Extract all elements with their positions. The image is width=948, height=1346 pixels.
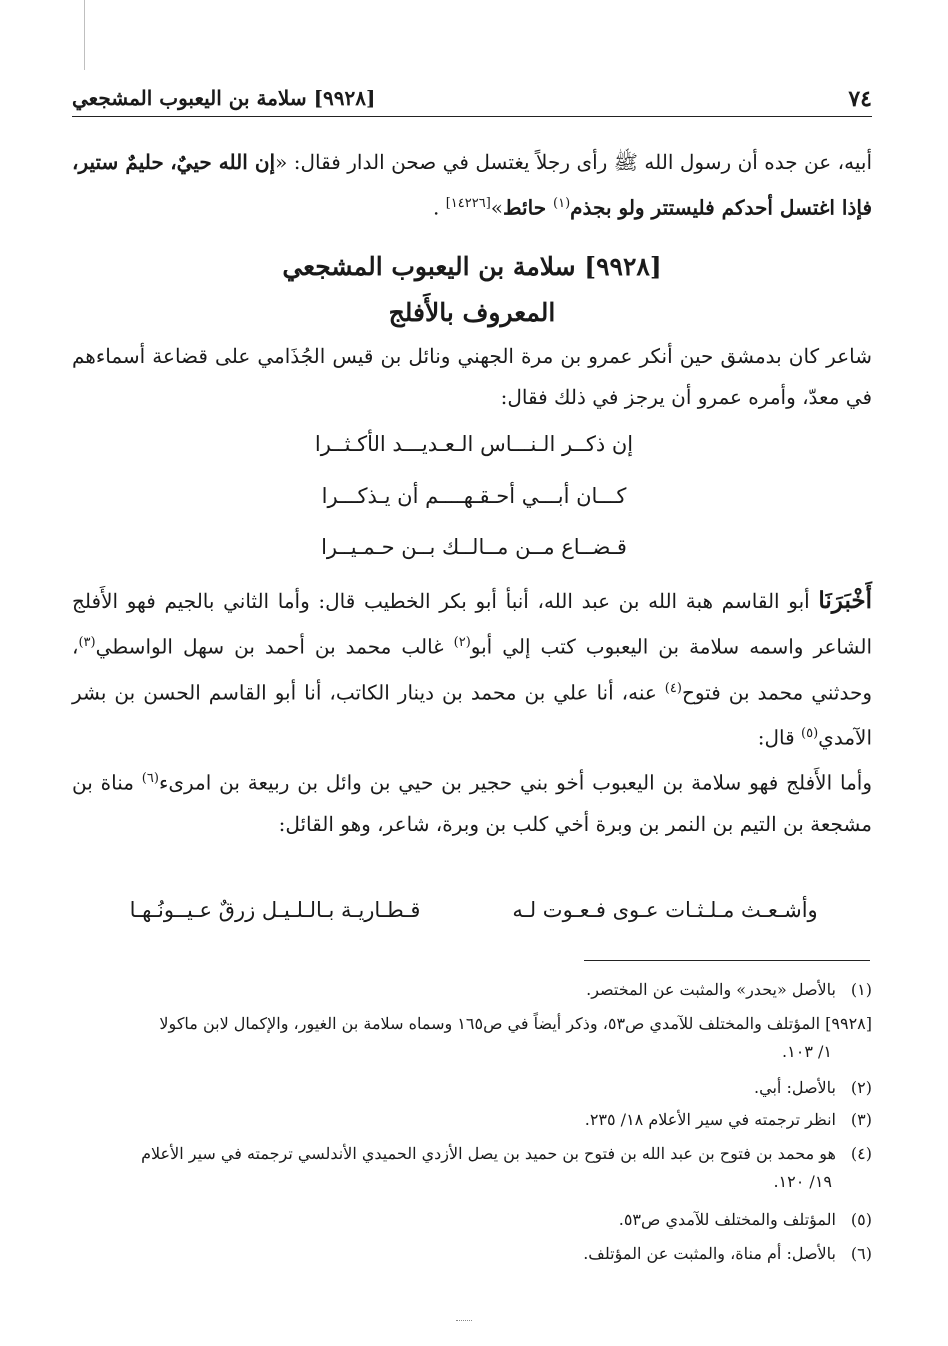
quote-close: » <box>490 195 504 220</box>
running-title: [٩٩٢٨] سلامة بن اليعبوب المشجعي <box>72 86 376 110</box>
hadith-ref-number: [١٤٢٢٦] <box>445 196 491 211</box>
footnote-number: (٦) <box>850 1244 872 1263</box>
hadith-text-b: حليمٌ ستير، فإذا اغتسل أحدكم فليستتر ولو بجذم <box>72 150 872 220</box>
verse-line-3: قـضــاع مــن مــالــك بــن حـمـيــرا <box>321 535 627 559</box>
footnote-separator <box>584 960 870 961</box>
para2-text-3: ، وحدثني محمد بن فتوح <box>72 634 872 705</box>
intro-paragraph <box>72 142 872 229</box>
footnote-5 <box>72 1206 872 1234</box>
para2-text-2: غالب محمد بن أحمد بن سهل الواسطي <box>95 634 454 659</box>
scan-mark <box>456 1320 472 1327</box>
footnote-2 <box>72 1074 872 1102</box>
footnote-number: (٥) <box>850 1210 872 1229</box>
footnote-3 <box>72 1106 872 1134</box>
footnote-text: هو محمد بن فتوح بن عبد الله بن فتوح بن حميد بن يصل الأزدي الحميدي الأندلسي ترجمته في سير الأعلام <box>141 1144 836 1163</box>
hadith-text-c: حائط <box>503 195 554 220</box>
footnote-continuation: ١/ ١٠٣. <box>782 1042 832 1061</box>
entry-title-line1: [٩٩٢٨] سلامة بن اليعبوب المشجعي <box>282 252 662 281</box>
footnote-ref-6[interactable]: (٦) <box>141 771 159 786</box>
hadith-text-a: إن الله حييٌ، <box>170 150 276 174</box>
footnote-continuation: ١٩/ ١٢٠. <box>773 1172 832 1191</box>
paragraph-3 <box>72 758 872 845</box>
footnote-6 <box>72 1240 872 1268</box>
footnote-1 <box>72 976 872 1004</box>
intro-period: . <box>433 195 440 220</box>
intro-text: أبيه، عن جده أن رسول الله ﷺ رأى رجلاً يغتسل في صحن الدار فقال: « <box>275 150 873 174</box>
footnote-text: انظر ترجمته في سير الأعلام ١٨/ ٢٣٥. <box>584 1110 836 1129</box>
footnote-text: بالأصل: أم مناة، والمثبت عن المؤتلف. <box>583 1244 836 1263</box>
para3-text-1: وأما الأَفلج فهو سلامة بن اليعبوب أخو بني حجير بن حيي بن وائل بن ربيعة بن امرىء <box>158 770 873 795</box>
verse-line-2: كـــان أبـــي أحـقـهــــم أن يـذكـــرا <box>321 484 627 508</box>
verse-hemistich-2: قـطـاريـة بـالـلـيـل زرقٌ عـيــونُـهـا <box>129 898 421 922</box>
footnote-ref-5[interactable]: (٥) <box>801 726 819 742</box>
footnote-text: المؤتلف والمختلف للآمدي ص٥٣، وذكر أيضاً في ص١٦٥ وسماه سلامة بن الغيور، والإكمال لابن ماكولا <box>159 1014 821 1033</box>
para2-text-4: عنه، أنا علي بن محمد بن دينار الكاتب، أنا أبو القاسم الحسن بن بشر الآمدي <box>72 680 872 750</box>
running-header <box>72 82 872 117</box>
footnote-number: (٢) <box>850 1078 872 1097</box>
final-verse <box>110 898 830 938</box>
footnote-number: (٣) <box>850 1110 872 1129</box>
footnote-number: (١) <box>850 980 872 999</box>
footnote-number: (٤) <box>850 1144 872 1163</box>
footnote-ref-1[interactable]: (١) <box>553 196 571 211</box>
footnote-ref-2[interactable]: (٢) <box>453 635 471 650</box>
binding-line <box>84 0 85 70</box>
page-number: ٧٤ <box>848 86 872 112</box>
footnote-entry-source <box>72 1010 872 1066</box>
footnote-text: المؤتلف والمختلف للآمدي ص٥٣. <box>618 1210 836 1229</box>
akhbarana-word: أَخْبَرَنَا <box>818 587 872 614</box>
paragraph-1: شاعر كان بدمشق حين أنكر عمرو بن مرة الجهني ونائل بن قيس الجُذَامي على قضاعة أسماءهم في معدّ، وأمره عمرو أن يرجز في ذلك فقال: <box>72 344 872 409</box>
para2-text-1: أبو القاسم هبة الله بن عبد الله، أنبأ أبو بكر الخطيب قال: وأما الثاني بالجيم فهو الأَفلج الشاعر واسمه سلامة بن اليعبوب كتب إلي أبو <box>72 589 873 659</box>
footnote-ref-4[interactable]: (٤) <box>664 680 682 696</box>
paragraph-2 <box>72 580 872 759</box>
para2-text-5: قال: <box>757 725 802 750</box>
footnote-ref-3[interactable]: (٣) <box>78 635 96 650</box>
footnote-text: بالأصل: أبي. <box>754 1078 836 1097</box>
verse-hemistich-1: وأشـعـث مـلـثـات عـوى فـعـوت لـه <box>512 898 818 922</box>
footnote-number: [٩٩٢٨] <box>825 1014 872 1033</box>
para3-text-2: مناة بن مشجعة بن التيم بن النمر بن وبرة أخي كلب بن وبرة، شاعر، وهو القائل: <box>72 770 872 836</box>
verse-line-1: إن ذكــر الـنـــاس الـعـديـــد الأكـثــرا <box>314 432 634 456</box>
footnote-text: بالأصل «يحدر» والمثبت عن المختصر. <box>586 980 836 999</box>
entry-title-line2: المعروف بالأَفلج <box>388 298 556 327</box>
footnote-4 <box>72 1140 872 1196</box>
entry-title <box>72 244 872 336</box>
